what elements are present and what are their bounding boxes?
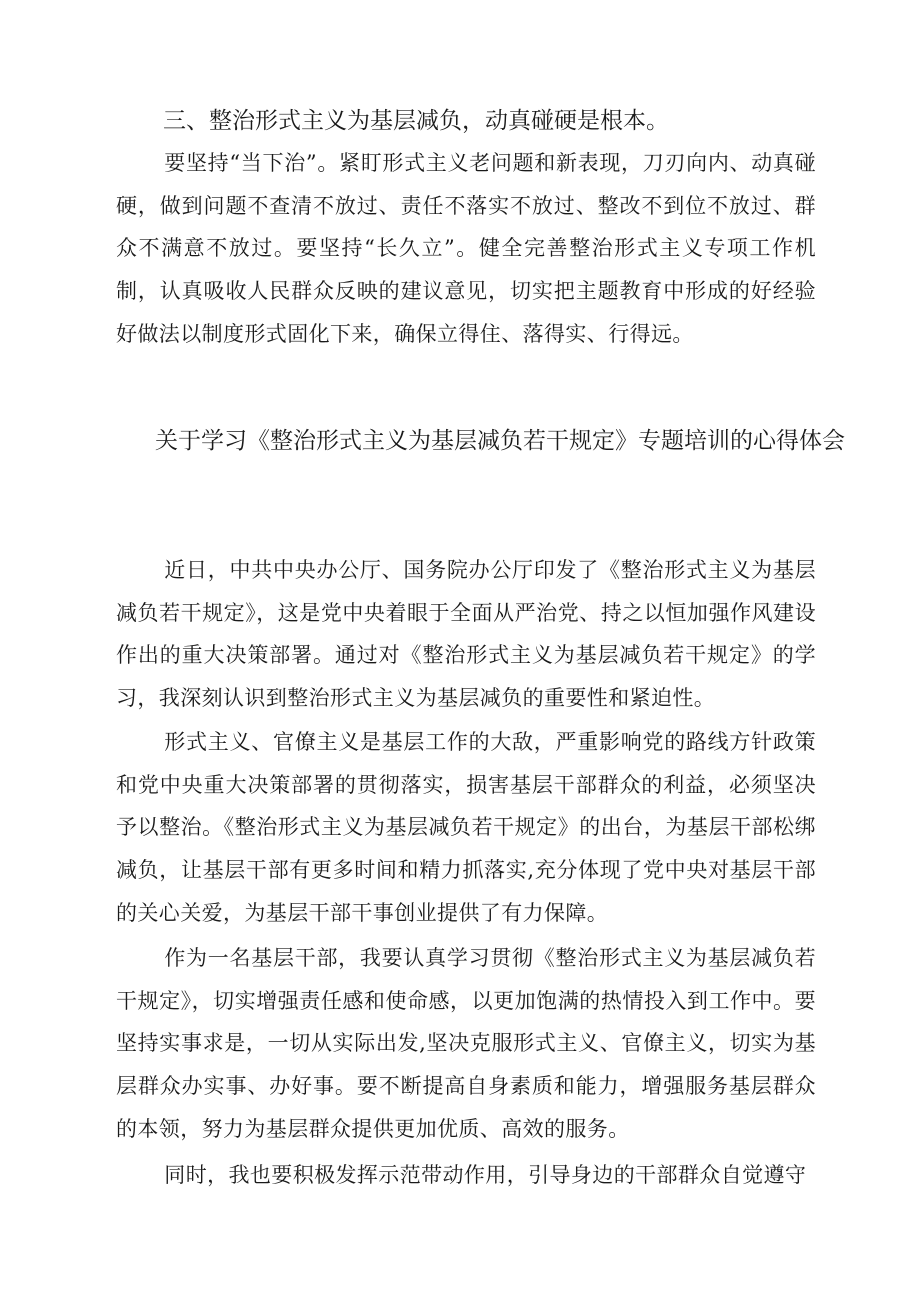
section-paragraph: 要坚持“当下治”。紧盯形式主义老问题和新表现，刀刃向内、动真碰硬，做到问题不查清不放过、责任不落实不放过、整改不到位不放过、群众不满意不放过。要坚持“长久立”。健全完善整治形式主义专项工作机制，认真吸收人民群众反映的建议意见，切实把主题教育中形成的好经验好做法以制度形式固化下来，确保立得住、落得实、行得远。 — [116, 151, 816, 346]
section-heading: 三、整治形式主义为基层减负，动真碰硬是根本。 — [163, 108, 669, 134]
article-title: 关于学习《整治形式主义为基层减负若干规定》专题培训的心得体会 — [155, 428, 845, 454]
article-paragraph-1: 近日，中共中央办公厅、国务院办公厅印发了《整治形式主义为基层减负若干规定》，这是党中央着眼于全面从严治党、持之以恒加强作风建设作出的重大决策部署。通过对《整治形式主义为基层减负若干规定》的学习，我深刻认识到整治形式主义为基层减负的重要性和紧迫性。 — [116, 558, 816, 711]
article-paragraph-4: 同时，我也要积极发挥示范带动作用，引导身边的干部群众自觉遵守 — [164, 1163, 807, 1187]
article-paragraph-3: 作为一名基层干部，我要认真学习贯彻《整治形式主义为基层减负若干规定》，切实增强责任感和使命感，以更加饱满的热情投入到工作中。要坚持实事求是，一切从实际出发,坚决克服形式主义、官僚主义，切实为基层群众办实事、办好事。要不断提高自身素质和能力，增强服务基层群众的本领，努力为基层群众提供更加优质、高效的服务。 — [116, 946, 816, 1141]
article-paragraph-2: 形式主义、官僚主义是基层工作的大敌，严重影响党的路线方针政策和党中央重大决策部署的贯彻落实，损害基层干部群众的利益，必须坚决予以整治。《整治形式主义为基层减负若干规定》的出台，为基层干部松绑减负，让基层干部有更多时间和精力抓落实,充分体现了党中央对基层干部的关心关爱，为基层干部干事创业提供了有力保障。 — [116, 730, 816, 925]
